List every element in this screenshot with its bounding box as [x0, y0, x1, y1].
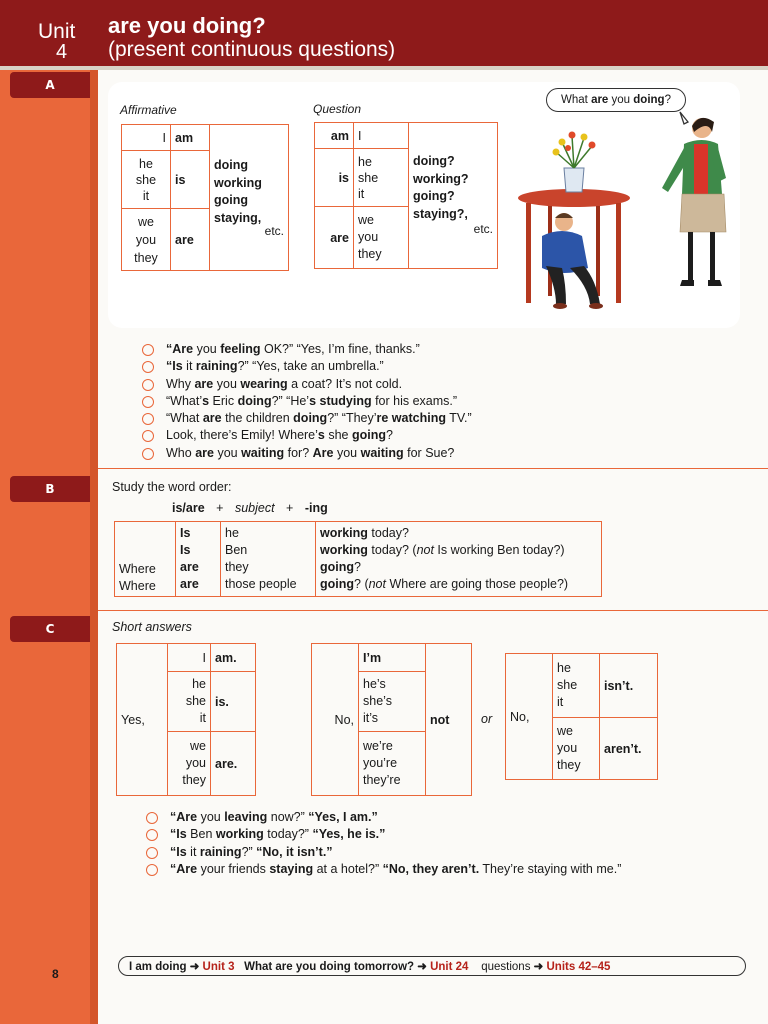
unit-number: 4	[56, 41, 68, 63]
ing-form: going	[214, 193, 249, 207]
bullet-circle-icon	[142, 396, 154, 408]
no-word: No,	[506, 654, 553, 780]
verb: am	[171, 125, 210, 151]
subject-column: he Ben they those people	[221, 522, 316, 597]
contraction-group: we’re you’re they’re	[359, 732, 426, 796]
section-divider	[98, 610, 768, 611]
section-c-example-sentence: “Is Ben working today?” “Yes, he is.”	[144, 826, 621, 843]
ing-form: working?	[413, 171, 469, 186]
yes-answers-table	[116, 643, 256, 796]
word-order-formula: is/are + subject + -ing	[172, 501, 328, 515]
affirmative-table	[121, 124, 289, 271]
etc-text: etc.	[473, 222, 493, 236]
section-a-example-sentence: “Is it raining?” “Yes, take an umbrella.”	[140, 358, 472, 375]
pronoun-group: he she it	[553, 654, 600, 718]
verb: are	[171, 209, 210, 271]
section-tab-c: C	[10, 616, 90, 642]
pronoun: it	[142, 188, 150, 203]
bullet-circle-icon	[146, 847, 158, 859]
verb: is	[171, 151, 210, 209]
vase	[564, 168, 584, 192]
word-order-intro: Study the word order:	[112, 480, 232, 494]
verb: am	[315, 123, 354, 149]
affirmative-label: Affirmative	[120, 103, 177, 117]
pronoun: we	[358, 213, 374, 227]
pronoun: she	[358, 170, 379, 185]
pronoun-group: he she it	[168, 672, 211, 732]
ing-form: going?	[413, 189, 455, 203]
section-c-examples	[144, 809, 621, 878]
ing-form: doing?	[413, 154, 455, 168]
not-word: not	[426, 644, 472, 796]
ing-forms	[210, 125, 289, 271]
pronoun: it	[358, 186, 365, 201]
ing-form: working	[214, 175, 262, 190]
pronoun: they	[134, 250, 158, 265]
left-margin-bar	[0, 0, 98, 1024]
section-a-example-sentence: Why are you wearing a coat? It’s not cold.	[140, 376, 472, 393]
section-divider	[98, 468, 768, 469]
pronoun-group	[122, 151, 171, 209]
word-order-table	[114, 521, 602, 597]
bullet-circle-icon	[142, 379, 154, 391]
pronoun: they	[358, 247, 382, 261]
section-c-example-sentence: “Are you leaving now?” “Yes, I am.”	[144, 809, 621, 826]
verb: are	[315, 207, 354, 269]
pronoun: I	[354, 123, 409, 149]
pronoun-group: we you they	[168, 732, 211, 796]
verb: is	[315, 149, 354, 207]
section-a-example-sentence: Who are you waiting for? Are you waiting for Sue?	[140, 445, 472, 462]
yes-word: Yes,	[117, 644, 168, 796]
arrow-icon: ➜	[189, 961, 200, 973]
xref-link[interactable]: Unit 3	[202, 961, 235, 973]
bullet-circle-icon	[146, 812, 158, 824]
bullet-circle-icon	[142, 361, 154, 373]
flowers	[553, 132, 596, 169]
no-word: No,	[312, 644, 359, 796]
ing-form: staying?,	[413, 206, 468, 221]
table-leg	[616, 203, 621, 303]
pronoun: we	[138, 214, 154, 229]
verb: isn’t.	[600, 654, 658, 718]
arrow-icon: ➜	[417, 961, 427, 973]
pronoun: she	[135, 172, 157, 187]
or-word: or	[481, 712, 493, 726]
xref-link[interactable]: Units 42–45	[546, 961, 611, 973]
verb: are.	[211, 732, 256, 796]
xref-link[interactable]: Unit 24	[430, 961, 469, 973]
contraction-group: he’s she’s it’s	[359, 672, 426, 732]
illustration-boy-under-table-woman	[512, 108, 732, 318]
question-label: Question	[313, 102, 362, 116]
wh-column: Where Where	[115, 522, 176, 597]
section-a-example-sentence: “What’s Eric doing?” “He’s studying for his exams.”	[140, 393, 472, 410]
ing-forms	[409, 123, 498, 269]
cross-reference-bar: I am doing ➜ Unit 3 What are you doing tomorrow? ➜ Unit 24 questions ➜ Units 42–45	[118, 956, 746, 976]
pronoun: I	[168, 644, 211, 672]
etc-text: etc.	[264, 224, 284, 238]
arrow-icon: ➜	[533, 961, 544, 973]
unit-label: Unit	[38, 20, 76, 43]
section-c-example-sentence: “Is it raining?” “No, it isn’t.”	[144, 844, 621, 861]
section-c-example-sentence: “Are your friends staying at a hotel?” “No, they aren’t. They’re staying with me.”	[144, 861, 621, 878]
pronoun: he	[139, 156, 153, 171]
section-tab-a: A	[10, 72, 90, 98]
aux-column: Is Is are are	[176, 522, 221, 597]
section-a-example-sentence: Look, there’s Emily! Where’s she going?	[140, 427, 472, 444]
ing-column: working today? working today? (not Is working Ben today?) going? going? (not Where are going those people?)	[316, 522, 602, 597]
verb: is.	[211, 672, 256, 732]
page-title: are you doing?	[108, 13, 266, 38]
bullet-circle-icon	[142, 344, 154, 356]
short-answers-label: Short answers	[112, 620, 192, 634]
section-tab-b: B	[10, 476, 90, 502]
pronoun: I	[122, 125, 171, 151]
page-subtitle: (present continuous questions)	[108, 38, 396, 61]
no-answers-table	[311, 643, 472, 796]
bullet-circle-icon	[142, 430, 154, 442]
table-leg	[526, 203, 531, 303]
pronoun: you	[358, 230, 379, 244]
verb: aren’t.	[600, 718, 658, 780]
speech-bubble: What are you doing?	[546, 88, 686, 112]
woman-figure	[662, 118, 726, 286]
ing-form: staying,	[214, 210, 262, 225]
page-number: 8	[52, 967, 59, 981]
bullet-circle-icon	[146, 864, 158, 876]
ing-form: doing	[214, 158, 249, 172]
pronoun: he	[358, 154, 372, 169]
pronoun-group	[354, 149, 409, 207]
verb: am.	[211, 644, 256, 672]
question-table	[314, 122, 498, 269]
section-a-example-sentence: “Are you feeling OK?” “Yes, I’m fine, thanks.”	[140, 341, 472, 358]
pronoun: you	[135, 232, 157, 247]
pronoun-group	[122, 209, 171, 271]
no-short-answers-table	[505, 653, 658, 780]
bullet-circle-icon	[142, 413, 154, 425]
bullet-circle-icon	[142, 448, 154, 460]
contraction: I’m	[359, 644, 426, 672]
bubble-tail	[680, 112, 688, 124]
table-leg	[596, 206, 600, 296]
pronoun-group	[354, 207, 409, 269]
bullet-circle-icon	[146, 829, 158, 841]
section-a-examples	[140, 341, 472, 462]
section-a-example-sentence: “What are the children doing?” “They’re watching TV.”	[140, 410, 472, 427]
pronoun-group: we you they	[553, 718, 600, 780]
